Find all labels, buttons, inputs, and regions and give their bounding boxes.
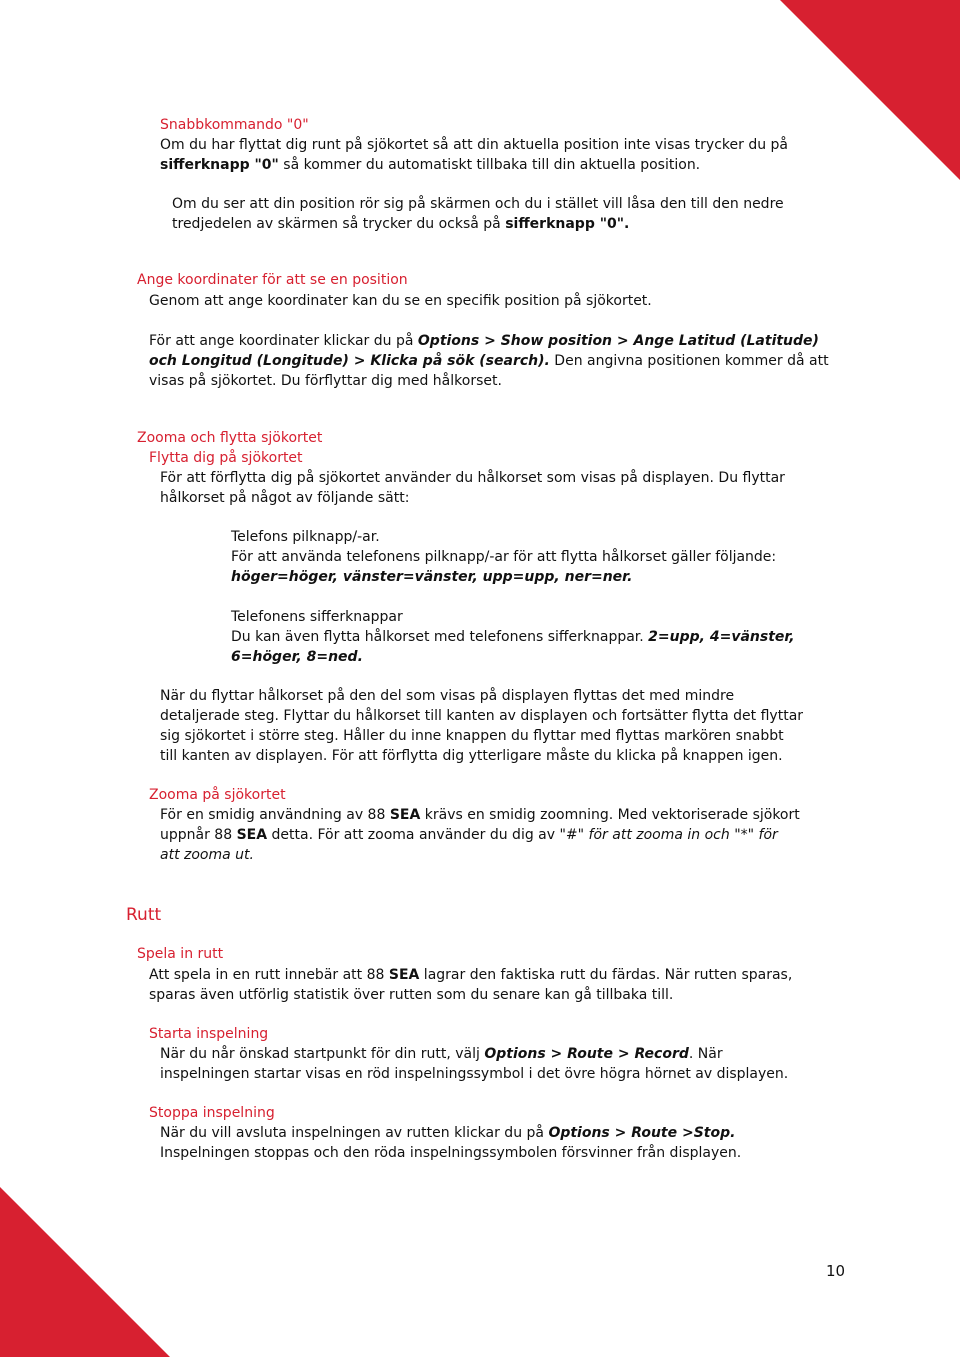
paragraph-line: När du når önskad startpunkt för din rutt, välj Options > Route > Record. När [160,1046,723,1062]
subsection-stop-recording [149,1103,275,1123]
section-zoom-move [137,428,322,448]
subsection-zoom-body [160,805,800,865]
option-title: Telefonens sifferknappar [231,609,403,625]
paragraph-line: sig sjökortet i större steg. Håller du inne knappen du flyttar med flyttas markören snabbt [160,728,784,744]
option-title: Telefons pilknapp/-ar. [231,529,380,545]
paragraph-line: inspelningen startar visas en röd inspelningssymbol i det övre högra hörnet av displayen. [160,1066,789,1082]
paragraph-line: För att förflytta dig på sjökortet använder du hålkorset som visas på displayen. Du flyttar [160,470,785,486]
paragraph-line: visas på sjökortet. Du förflyttar dig med hålkorset. [149,373,502,389]
section-heading: Zooma och flytta sjökortet [137,430,323,446]
move-option-number-keys [231,607,795,667]
paragraph-line: För att ange koordinater klickar du på Options > Show position > Ange Latitud (Latitude) [149,333,819,349]
section-coordinates-body [149,291,652,311]
subsection-move-body [160,468,785,508]
corner-decoration-top-right [780,0,960,180]
subsection-move [149,448,303,468]
paragraph-line: Du kan även flytta hålkorset med telefonens sifferknappar. 2=upp, 4=vänster, [231,629,795,645]
paragraph-line: tredjedelen av skärmen så trycker du också på sifferknapp "0". [172,216,630,232]
paragraph-line: För en smidig användning av 88 SEA krävs en smidig zoomning. Med vektoriserade sjökort [160,807,800,823]
subsection-zoom [149,785,286,805]
paragraph-line: sparas även utförlig statistik över rutten som du senare kan gå tillbaka till. [149,987,674,1003]
move-option-arrow-keys [231,527,776,587]
paragraph-line: Att spela in en rutt innebär att 88 SEA lagrar den faktiska rutt du färdas. När rutten sparas, [149,967,793,983]
paragraph-line: Om du ser att din position rör sig på skärmen och du i stället vill låsa den till den nedre [172,196,784,212]
subsection-heading: Zooma på sjökortet [149,787,286,803]
paragraph-line: hålkorset på något av följande sätt: [160,490,410,506]
section-record-route [137,944,223,964]
section-shortcut-zero [160,115,788,175]
paragraph-line: detaljerade steg. Flyttar du hålkorset till kanten av displayen och fortsätter flytta det flyttar [160,708,804,724]
paragraph-line: Genom att ange koordinater kan du se en specifik position på sjökortet. [149,293,652,309]
corner-decoration-bottom-left [0,1187,170,1357]
subsection-move-details [160,686,803,766]
paragraph-line: sifferknapp "0" så kommer du automatiskt tillbaka till din aktuella position. [160,157,701,173]
paragraph-line: till kanten av displayen. För att förflytta dig ytterligare måste du klicka på knappen igen. [160,748,783,764]
section-record-route-body [149,965,792,1005]
paragraph-line: och Longitud (Longitude) > Klicka på sök (search). Den angivna positionen kommer då att [149,353,829,369]
section-heading: Ange koordinater för att se en position [137,272,408,288]
subsection-start-recording-body [160,1044,788,1084]
paragraph-line: När du flyttar hålkorset på den del som visas på displayen flyttas det med mindre [160,688,735,704]
paragraph-line: Inspelningen stoppas och den röda inspelningssymbolen försvinner från displayen. [160,1145,742,1161]
section-heading: Spela in rutt [137,946,224,962]
paragraph-line: uppnår 88 SEA detta. För att zooma använder du dig av "#" för att zooma in och "*" för [160,827,778,843]
section-shortcut-zero-lock [172,194,784,234]
paragraph-line: höger=höger, vänster=vänster, upp=upp, ner=ner. [231,569,633,585]
paragraph-line: Om du har flyttat dig runt på sjökortet så att din aktuella position inte visas trycker du på [160,137,789,153]
paragraph-line: För att använda telefonens pilknapp/-ar för att flytta hålkorset gäller följande: [231,549,777,565]
chapter-title-rutt: Rutt [126,905,162,925]
section-coordinates [137,270,408,290]
section-heading: Snabbkommando "0" [160,117,309,133]
paragraph-line: När du vill avsluta inspelningen av rutten klickar du på Options > Route >Stop. [160,1125,736,1141]
subsection-start-recording [149,1024,268,1044]
paragraph-line: 6=höger, 8=ned. [231,649,363,665]
page-number: 10 [826,1262,846,1280]
subsection-heading: Stoppa inspelning [149,1105,275,1121]
subsection-stop-recording-body [160,1123,741,1163]
subsection-heading: Starta inspelning [149,1026,269,1042]
subsection-heading: Flytta dig på sjökortet [149,450,303,466]
paragraph-line: att zooma ut. [160,847,254,863]
section-coordinates-instructions [149,331,829,391]
